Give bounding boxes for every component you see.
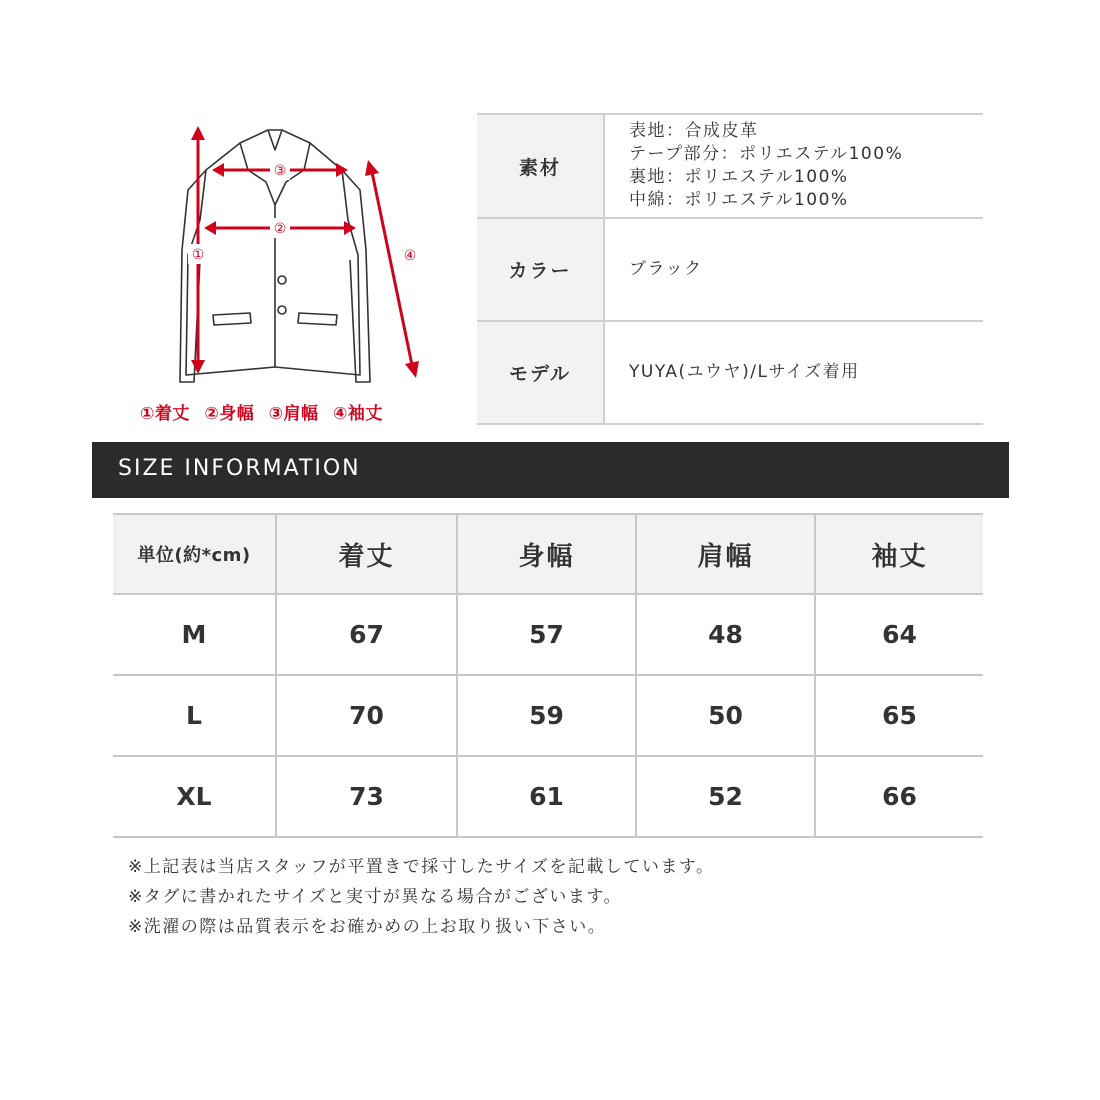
spec-row-model: [477, 321, 983, 424]
marker-1: ①: [191, 247, 205, 263]
table-cell: 52: [636, 756, 815, 837]
marker-4: ④: [403, 248, 417, 264]
table-cell: 64: [815, 594, 983, 675]
spec-label: カラー: [477, 218, 604, 321]
product-spec-table: [477, 113, 983, 425]
size-label: M: [113, 594, 276, 675]
spec-label: モデル: [477, 321, 604, 424]
marker-2: ②: [273, 221, 287, 237]
table-cell: 70: [276, 675, 457, 756]
jacket-measurement-diagram: [110, 110, 450, 430]
table-row: [113, 594, 983, 675]
spec-line: 表地：合成皮革: [629, 121, 759, 141]
spec-row-color: [477, 218, 983, 321]
size-notes: [128, 852, 715, 942]
size-label: L: [113, 675, 276, 756]
size-information-header: [92, 442, 1009, 498]
table-cell: 73: [276, 756, 457, 837]
table-cell: 48: [636, 594, 815, 675]
column-header-length: 着丈: [276, 514, 457, 594]
column-header-width: 身幅: [457, 514, 636, 594]
table-cell: 61: [457, 756, 636, 837]
jacket-illustration: [110, 110, 450, 430]
size-table: [113, 513, 983, 838]
table-cell: 65: [815, 675, 983, 756]
size-information-title: SIZE INFORMATION: [118, 456, 361, 481]
column-header-shoulder: 肩幅: [636, 514, 815, 594]
legend-item-shoulder: ③肩幅: [268, 404, 319, 424]
spec-label: 素材: [477, 114, 604, 218]
size-table-header-row: [113, 514, 983, 594]
marker-3: ③: [273, 163, 287, 179]
column-header-sleeve: 袖丈: [815, 514, 983, 594]
measurement-legend: [140, 399, 391, 424]
spec-value: [604, 114, 983, 218]
spec-line: テープ部分：ポリエステル100%: [629, 144, 904, 164]
spec-row-material: [477, 114, 983, 218]
size-label: XL: [113, 756, 276, 837]
note-line: ※洗濯の際は品質表示をお確かめの上お取り扱い下さい。: [128, 917, 607, 937]
legend-item-length: ①着丈: [140, 404, 190, 424]
table-cell: 50: [636, 675, 815, 756]
spec-value: ブラック: [604, 218, 983, 321]
table-cell: 59: [457, 675, 636, 756]
column-header-unit: 単位(約*cm): [113, 514, 276, 594]
table-cell: 66: [815, 756, 983, 837]
table-cell: 57: [457, 594, 636, 675]
note-line: ※上記表は当店スタッフが平置きで採寸したサイズを記載しています。: [128, 857, 715, 877]
spec-line: 中綿：ポリエステル100%: [629, 190, 849, 210]
legend-item-width: ②身幅: [204, 404, 255, 424]
spec-value: YUYA(ユウヤ)/Lサイズ着用: [604, 321, 983, 424]
spec-line: 裏地：ポリエステル100%: [629, 167, 849, 187]
table-cell: 67: [276, 594, 457, 675]
table-row: [113, 675, 983, 756]
note-line: ※タグに書かれたサイズと実寸が異なる場合がございます。: [128, 887, 623, 907]
table-row: [113, 756, 983, 837]
legend-item-sleeve: ④袖丈: [332, 404, 383, 424]
